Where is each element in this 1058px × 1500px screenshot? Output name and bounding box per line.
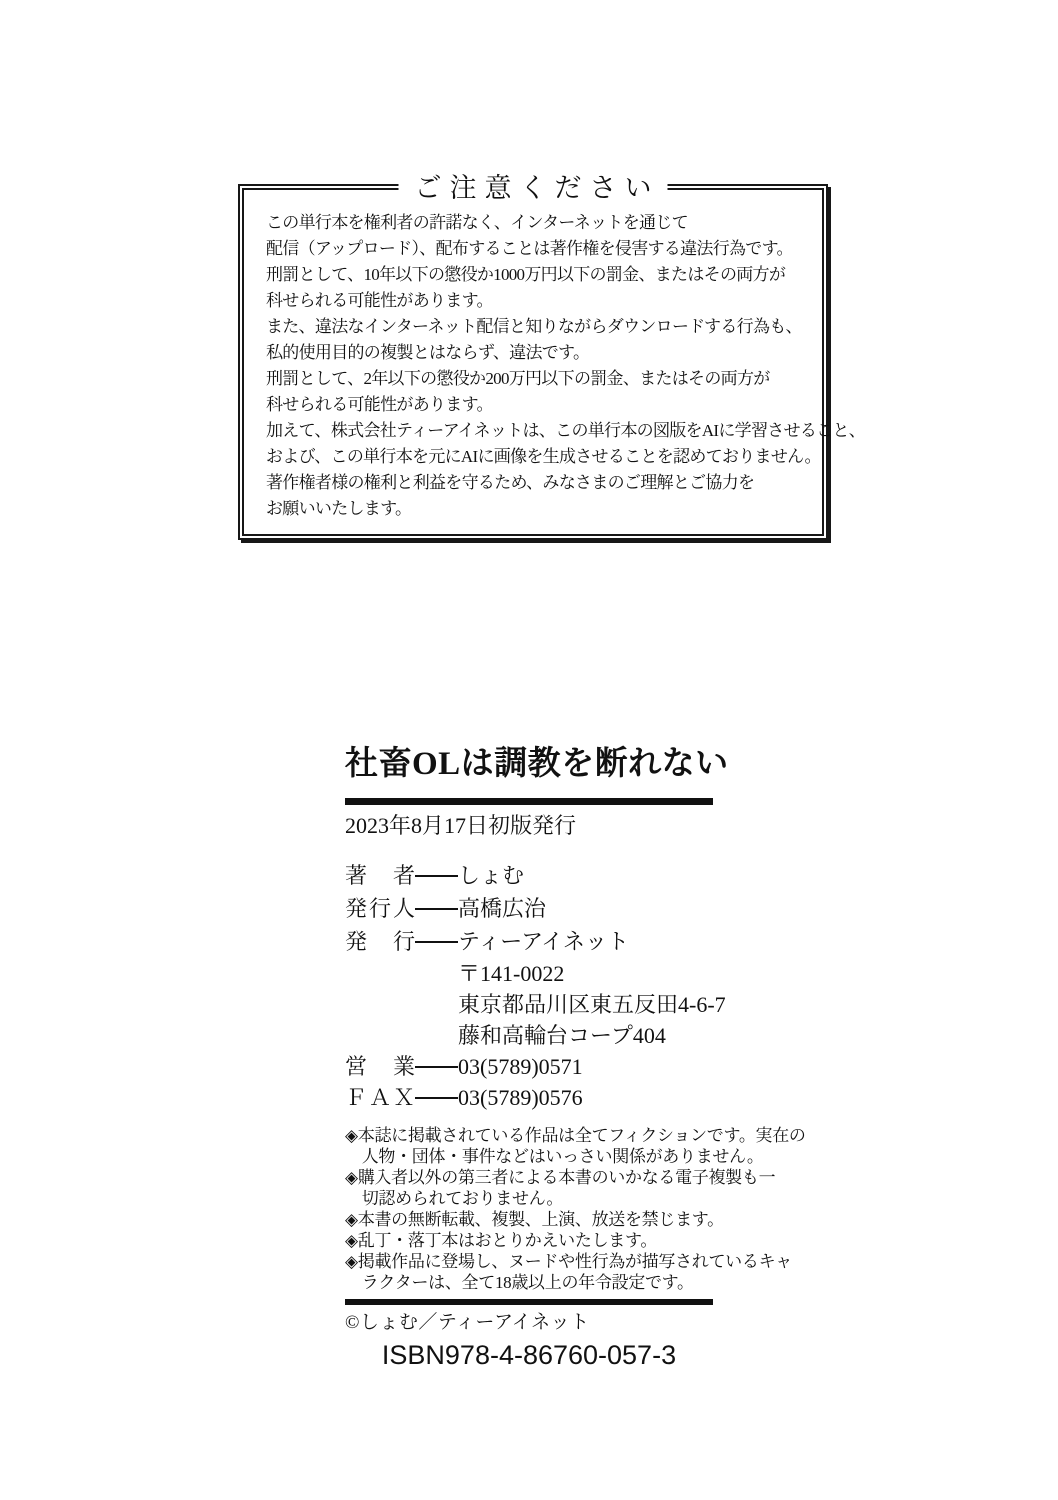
note-line: ◈購入者以外の第三者による本書のいかなる電子複製も一 (345, 1168, 776, 1187)
contact-row (345, 1051, 713, 1082)
caution-text (266, 210, 866, 522)
label-connector-line (415, 941, 458, 943)
contact-value: 03(5789)0576 (458, 1085, 583, 1110)
caution-text-line: 刑罰として、10年以下の懲役か1000万円以下の罰金、またはその両方が (266, 265, 786, 284)
colophon (345, 744, 806, 1336)
edition-date: 2023年8月17日初版発行 (345, 813, 577, 838)
label-connector-line (415, 1066, 458, 1068)
caution-text-line: および、この単行本を元にAIに画像を生成させることを認めておりません。 (266, 447, 821, 466)
note-line: ◈本誌に掲載されている作品は全てフィクションです。実在の (345, 1126, 806, 1145)
credit-label: 著 者 (345, 863, 415, 888)
label-connector-line (415, 908, 458, 910)
note-line: ◈乱丁・落丁本はおとりかえいたします。 (345, 1231, 658, 1250)
contact-row (345, 1082, 713, 1113)
credits-list (345, 859, 713, 958)
caution-text-line: 著作権者様の権利と利益を守るため、みなさまのご理解とご協力を (266, 473, 755, 492)
credit-row (345, 925, 713, 958)
credit-row (345, 892, 713, 925)
contacts-list (345, 1051, 713, 1113)
caution-text-line: 科せられる可能性があります。 (266, 291, 493, 310)
caution-text-line: 科せられる可能性があります。 (266, 395, 493, 414)
note-line: ◈本書の無断転載、複製、上演、放送を禁じます。 (345, 1210, 724, 1229)
credit-value: ティーアイネット (458, 929, 629, 954)
credit-value: 高橋広治 (458, 896, 547, 921)
credit-label: 発 行 (345, 929, 415, 954)
credit-label: 発行人 (345, 896, 415, 921)
note-line: ◈掲載作品に登場し、ヌードや性行為が描写されているキャ (345, 1252, 792, 1271)
note-line: 人物・団体・事件などはいっさい関係がありません。 (345, 1147, 764, 1166)
caution-box (238, 173, 866, 540)
address-line: 藤和高輪台コープ404 (458, 1023, 666, 1048)
contact-label: ＦＡＸ (345, 1085, 415, 1110)
title-divider-rule (345, 798, 713, 805)
caution-text-line: また、違法なインターネット配信と知りながらダウンロードする行為も、 (266, 317, 802, 336)
book-title: 社畜OLは調教を断れない (345, 746, 729, 782)
credit-value: しょむ (458, 863, 525, 888)
caution-text-line: 加えて、株式会社ティーアイネットは、この単行本の図版をAIに学習させること、 (266, 421, 866, 440)
note-line: ラクターは、全て18歳以上の年令設定です。 (345, 1273, 694, 1292)
caution-box-title: ご注意ください (399, 171, 668, 205)
address-line: 東京都品川区東五反田4-6-7 (458, 992, 726, 1017)
caution-text-line: 配信（アップロード）、配布することは著作権を侵害する違法行為です。 (266, 239, 793, 258)
caution-text-line: お願いいたします。 (266, 499, 412, 518)
bottom-divider-rule (345, 1299, 713, 1305)
notes-list (345, 1125, 806, 1293)
label-connector-line (415, 875, 458, 877)
caution-text-line: 私的使用目的の複製とはならず、違法です。 (266, 343, 590, 362)
address-line: 〒141-0022 (458, 961, 565, 986)
publisher-address (345, 958, 726, 1051)
contact-label: 営 業 (345, 1054, 415, 1079)
copyright-line: ©しょむ／ティーアイネット (345, 1312, 590, 1333)
caution-text-line: 刑罰として、2年以下の懲役か200万円以下の罰金、またはその両方が (266, 369, 770, 388)
caution-text-line: この単行本を権利者の許諾なく、インターネットを通じて (266, 213, 688, 232)
label-connector-line (415, 1097, 458, 1099)
isbn-text: ISBN978-4-86760-057-3 (381, 1340, 677, 1370)
contact-value: 03(5789)0571 (458, 1054, 583, 1079)
note-line: 切認められておりません。 (345, 1189, 564, 1208)
credit-row (345, 859, 713, 892)
